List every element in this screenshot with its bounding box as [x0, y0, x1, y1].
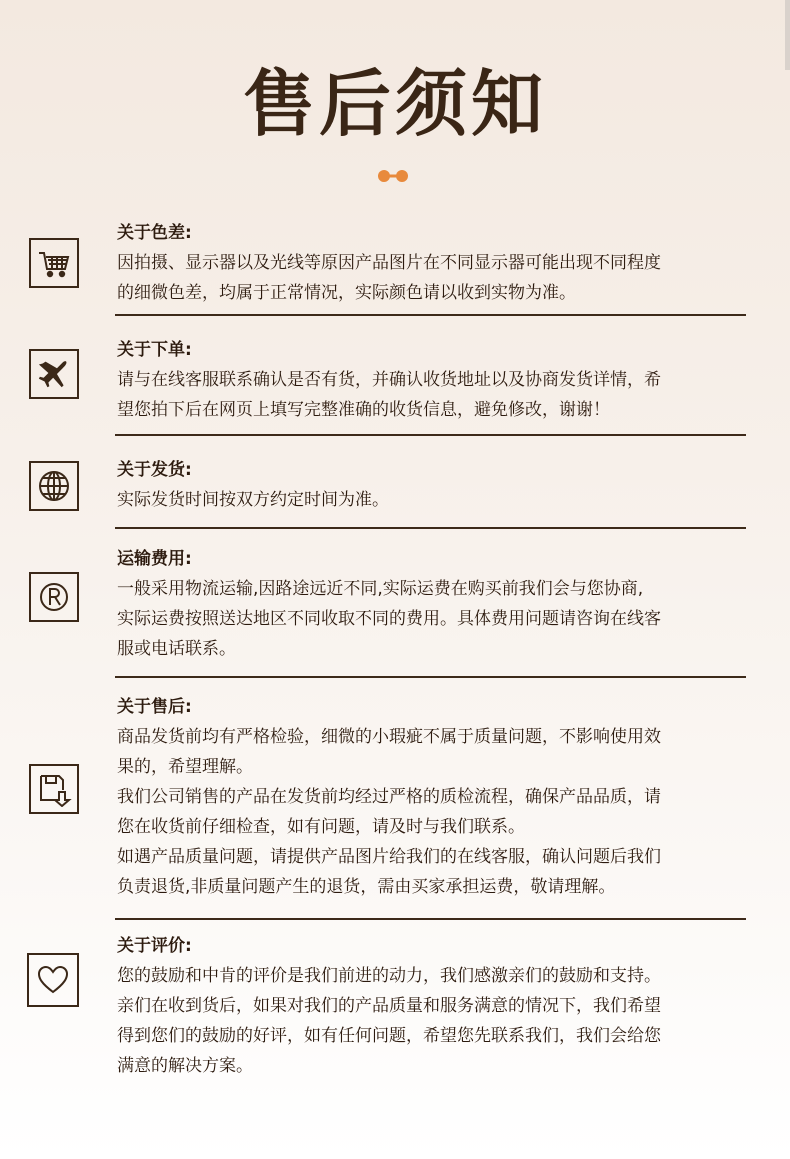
section-text: 如遇产品质量问题，请提供产品图片给我们的在线客服，确认问题后我们 — [117, 847, 661, 867]
airplane-icon — [29, 349, 79, 399]
section-text: 得到您们的鼓励的好评，如有任何问题，希望您先联系我们，我们会给您 — [117, 1026, 661, 1046]
section-text: 实际运费按照送达地区不同收取不同的费用。具体费用问题请咨询在线客 — [117, 609, 661, 629]
page-title: 售后须知 — [242, 62, 547, 146]
section-text: 您的鼓励和中肯的评价是我们前进的动力，我们感激亲们的鼓励和支持。 — [117, 966, 661, 986]
divider — [115, 527, 746, 529]
divider — [115, 434, 746, 436]
section-text: 商品发货前均有严格检验，细微的小瑕疵不属于质量问题，不影响使用效 — [117, 727, 661, 747]
section-heading: 关于售后: — [117, 697, 192, 717]
registered-icon — [29, 572, 79, 622]
divider — [115, 314, 746, 316]
globe-icon — [29, 461, 79, 511]
divider — [115, 918, 746, 920]
section-text: 望您拍下后在网页上填写完整准确的收货信息，避免修改，谢谢！ — [117, 400, 610, 420]
section-text: 因拍摄、显示器以及光线等原因产品图片在不同显示器可能出现不同程度 — [117, 253, 661, 273]
section-text: 满意的解决方案。 — [117, 1056, 253, 1076]
section-heading: 关于评价: — [117, 936, 192, 956]
section-text: 负责退货,非质量问题产生的退货，需由买家承担运费，敬请理解。 — [117, 877, 616, 897]
shopping-cart-icon — [29, 238, 79, 288]
divider — [115, 676, 746, 678]
section-text: 您在收货前仔细检查，如有问题，请及时与我们联系。 — [117, 817, 525, 837]
title-ornament — [376, 168, 410, 184]
section-heading: 关于下单: — [117, 340, 192, 360]
section-heading: 关于色差: — [117, 223, 192, 243]
save-download-icon — [29, 764, 79, 814]
section-text: 亲们在收到货后，如果对我们的产品质量和服务满意的情况下，我们希望 — [117, 996, 661, 1016]
section-text: 果的，希望理解。 — [117, 757, 253, 777]
section-text: 实际发货时间按双方约定时间为准。 — [117, 490, 389, 510]
section-heading: 关于发货: — [117, 460, 192, 480]
heart-icon — [27, 953, 79, 1007]
scrollbar[interactable] — [785, 0, 790, 70]
section-text: 请与在线客服联系确认是否有货，并确认收货地址以及协商发货详情，希 — [117, 370, 661, 390]
section-text: 我们公司销售的产品在发货前均经过严格的质检流程，确保产品品质，请 — [117, 787, 661, 807]
section-heading: 运输费用: — [117, 549, 192, 569]
section-text: 服或电话联系。 — [117, 639, 236, 659]
section-text: 的细微色差，均属于正常情况，实际颜色请以收到实物为准。 — [117, 283, 576, 303]
section-text: 一般采用物流运输,因路途远近不同,实际运费在购买前我们会与您协商, — [117, 579, 644, 599]
